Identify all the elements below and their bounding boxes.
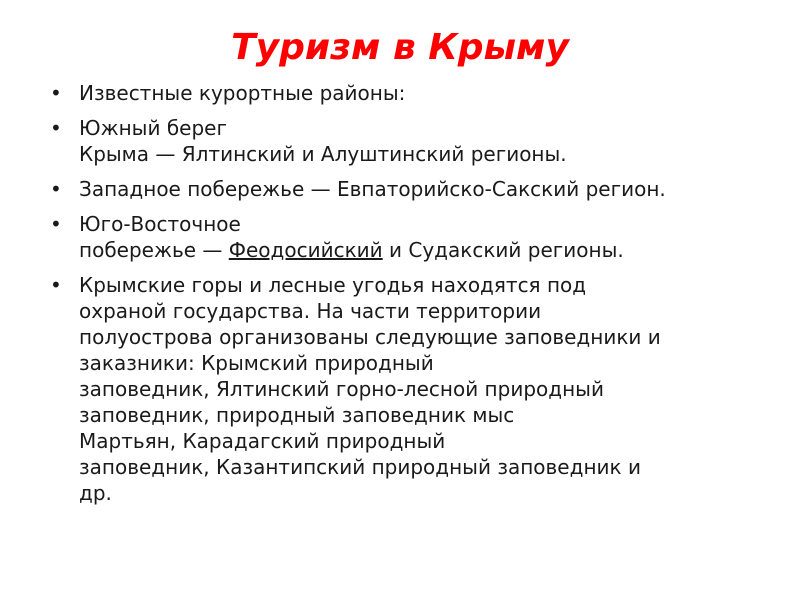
bullet-text-suffix: и Судакский регионы. (382, 238, 624, 262)
bullet-text: охраной государства. На части территории (79, 299, 542, 323)
bullet-text: полуострова организованы следующие заповедники и (79, 325, 661, 349)
bullet-text: Известные курортные районы: (79, 81, 406, 105)
bullet-text-prefix: побережье — (79, 238, 229, 262)
feodosiya-link[interactable]: Феодосийский (228, 238, 383, 262)
bullet-item-south-coast (50, 115, 770, 167)
bullet-text: Юго-Восточное (79, 212, 241, 236)
bullet-text: заповедник, Ялтинский горно-лесной природный (79, 377, 604, 401)
bullet-text: Южный берег (79, 116, 227, 140)
bullet-text: заповедник, природный заповедник мыс (79, 403, 515, 427)
slide-title: Туризм в Крыму (231, 27, 569, 68)
bullet-item-reserves (50, 272, 770, 506)
bullet-text: Крымские горы и лесные угодья находятся под (79, 273, 587, 297)
bullet-text: Мартьян, Карадагский природный (79, 429, 446, 453)
bullet-text: др. (79, 481, 112, 505)
bullet-text: заказники: Крымский природный (79, 351, 434, 375)
bullet-text-line (79, 237, 770, 263)
bullet-item-resort-areas (50, 80, 770, 106)
bullet-icon: • (50, 273, 62, 297)
bullet-text: Крыма — Ялтинский и Алуштинский регионы. (79, 142, 567, 166)
bullet-text: Западное побережье — Евпаторийско-Сакский регион. (79, 177, 666, 201)
bullet-item-southeast-coast (50, 211, 770, 263)
bullet-text: заповедник, Казантипский природный заповедник и (79, 455, 641, 479)
bullet-icon: • (50, 116, 62, 140)
bullet-item-west-coast (50, 176, 770, 202)
bullet-icon: • (50, 81, 62, 105)
bullet-icon: • (50, 177, 62, 201)
bullet-list (50, 80, 770, 515)
bullet-icon: • (50, 212, 62, 236)
